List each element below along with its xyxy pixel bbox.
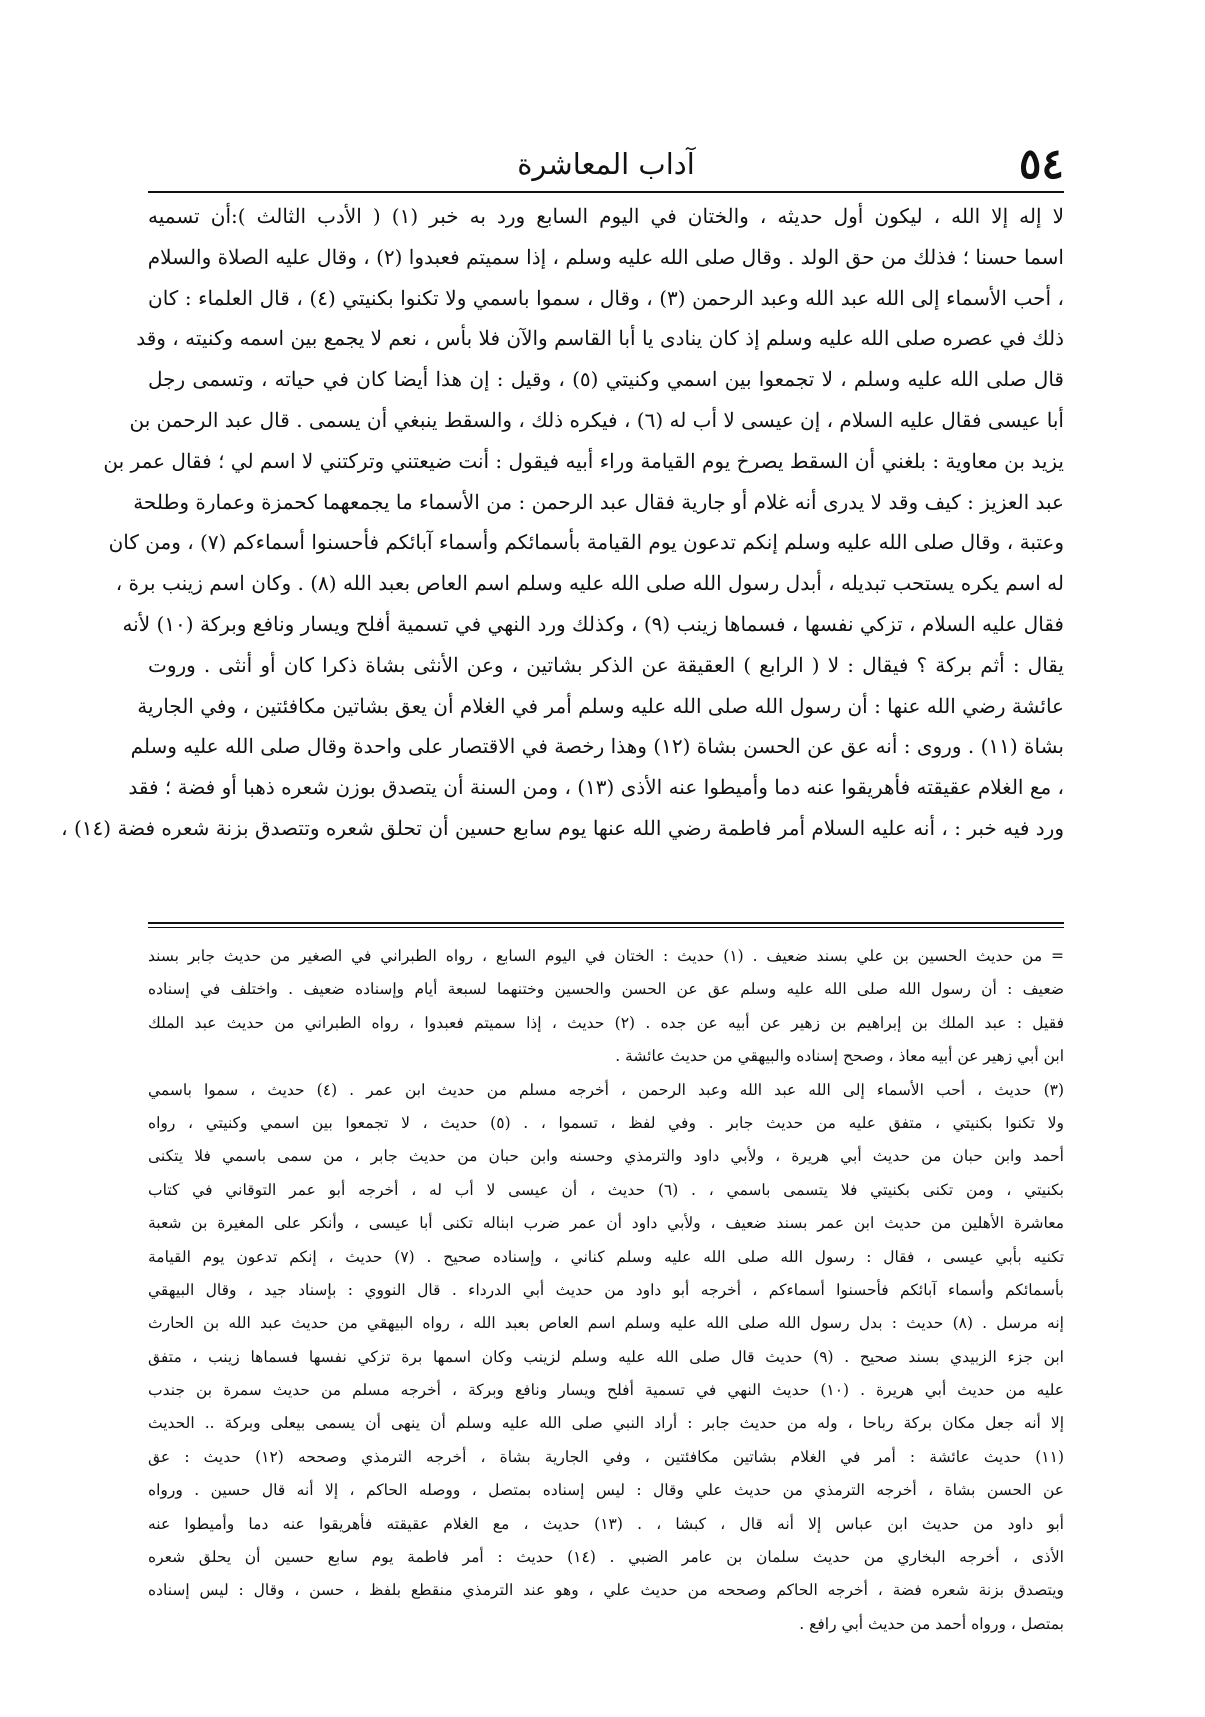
- text-line: ذلك في عصره صلى الله عليه وسلم إذ كان ينادى يا أبا القاسم والآن فلا بأس ، نعم لا يجمع بين اسمه وكنيته ، وقد: [136, 326, 1064, 351]
- text-line: أبا عيسى فقال عليه السلام ، إن عيسى لا أب له (٦) ، فيكره ذلك ، والسقط ينبغي أن يسمى . قال عبد الرحمن بن: [129, 407, 1064, 432]
- footnote-line: ضعيف : أن رسول الله صلى الله عليه وسلم عق عن الحسن والحسين وختنهما لسبعة أيام وإسناده ضعيف . واختلف في إسناده: [148, 980, 1064, 999]
- text-line: بشاة (١١) . وروى : أنه عق عن الحسن بشاة (١٢) وهذا رخصة في الاقتصار على واحدة وقال صلى الله عليه وسلم: [130, 734, 1064, 759]
- footnote-line: ابن جزء الزبيدي بسند صحيح . (٩) حديث قال صلى الله عليه وسلم لزينب وكان اسمها برة تزكي نفسها فسماها زينب ، متفق: [148, 1347, 1064, 1366]
- footnote-line: (١١) حديث عائشة : أمر في الغلام بشاتين مكافئتين ، وفي الجارية بشاة ، أخرجه الترمذي وصححه (١٢) حديث : عق: [148, 1447, 1064, 1466]
- text-line: ، أحب الأسماء إلى الله عبد الله وعبد الرحمن (٣) ، وقال ، سموا باسمي ولا تكنوا بكنيتي (٤) ، قال العلماء : كان: [148, 285, 1064, 310]
- footnote-line: أبو داود من حديث ابن عباس إلا أنه قال ، كبشا ، . (١٣) حديث ، مع الغلام عقيقته فأهريقوا عنه دما وأميطوا عنه: [148, 1514, 1064, 1533]
- footnote-line: بمتصل ، ورواه أحمد من حديث أبي رافع .: [799, 1614, 1064, 1633]
- footnote-rule-thin: [148, 927, 1064, 928]
- text-line: فقال عليه السلام ، تزكي نفسها ، فسماها زينب (٩) ، وكذلك ورد النهي في تسمية أفلح ويسار ونافع وبركة (١٠) لأنه: [122, 611, 1064, 636]
- text-line: ورد فيه خبر : ، أنه عليه السلام أمر فاطمة رضي الله عنها يوم سابع حسين أن تحلق شعره وتتصدق بزنة شعره فضة (١٤) ،: [61, 815, 1064, 840]
- text-line: يقال : أثم بركة ؟ فيقال : لا ( الرابع ) العقيقة عن الذكر بشاتين ، وعن الأنثى بشاة ذكرا كان أو أنثى . وروت: [148, 652, 1064, 677]
- main-text: [61, 196, 1065, 849]
- footnote-line: ولا تكنوا بكنيتي ، متفق عليه من حديث جابر . وفي لفظ ، تسموا ، . (٥) حديث ، لا تجمعوا بين اسمي وكنيتي ، رواه: [148, 1113, 1064, 1132]
- text-line: عائشة رضي الله عنها : أن رسول الله صلى الله عليه وسلم أمر في الغلام أن يعق بشاتين مكافئتين ، وفي الجارية: [137, 693, 1064, 718]
- footnote-line: إلا أنه جعل مكان بركة رباحا ، وله من حديث جابر : أراد النبي صلى الله عليه وسلم أن ينهى أن يسمى بيعلى وبركة .. الحديث: [148, 1414, 1064, 1433]
- footnote-line: أحمد وابن حبان من حديث أبي هريرة ، ولأبي داود والترمذي وحسنه وابن حبان من حديث جابر ، من سمى باسمي فلا يتكنى: [148, 1147, 1064, 1166]
- footnote-line: فقيل : عبد الملك بن إبراهيم بن زهير عن أبيه عن جده . (٢) حديث ، إذا سميتم فعبدوا ، رواه الطبراني من حديث عبد الملك: [148, 1013, 1064, 1032]
- footnote-line: عن الحسن بشاة ، أخرجه الترمذي من حديث علي وقال : ليس إسناده بمتصل ، ووصله الحاكم ، إلا أنه قال حسين . ورواه: [148, 1481, 1064, 1500]
- footnote-line: إنه مرسل . (٨) حديث : بدل رسول الله صلى الله عليه وسلم اسم العاص بعبد الله ، رواه البيهقي من حديث عبد الله بن الحارث: [148, 1314, 1064, 1333]
- text-line: اسما حسنا ؛ فذلك من حق الولد . وقال صلى الله عليه وسلم ، إذا سميتم فعبدوا (٢) ، وقال عليه الصلاة والسلام: [147, 244, 1064, 269]
- footnote-line: الأذى ، أخرجه البخاري من حديث سلمان بن عامر الضبي . (١٤) حديث : أمر فاطمة يوم سابع حسين أن يحلق شعره: [148, 1548, 1064, 1567]
- footnote-line: ابن أبي زهير عن أبيه معاذ ، وصحح إسناده والبيهقي من حديث عائشة .: [615, 1047, 1064, 1066]
- text-line: لا إله إلا الله ، ليكون أول حديثه ، والختان في اليوم السابع ورد به خبر (١) ( الأدب الثالث ):أن تسميه: [148, 204, 1065, 228]
- footnote-line: تكنيه بأبي عيسى ، فقال : رسول الله صلى الله عليه وسلم كناني ، وإسناده صحيح . (٧) حديث ، إنكم تدعون يوم القيامة: [148, 1247, 1065, 1266]
- text-line: ، مع الغلام عقيقته فأهريقوا عنه دما وأميطوا عنه الأذى (١٣) ، ومن السنة أن يتصدق بوزن شعره ذهبا أو فضة ؛ فقد: [128, 775, 1064, 800]
- footnote-line: = من حديث الحسين بن علي بسند ضعيف . (١) حديث : الختان في اليوم السابع ، رواه الطبراني في الصغير من حديث جابر بسند: [148, 947, 1064, 965]
- text-line: وعتبة ، وقال صلى الله عليه وسلم إنكم تدعون يوم القيامة بأسمائكم وأسماء آبائكم فأحسنوا أسماءكم (٧) ، ومن كان: [108, 530, 1064, 555]
- footnote-line: بأسمائكم وأسماء آبائكم فأحسنوا أسماءكم ، أخرجه أبو داود من حديث أبي الدرداء . قال النووي : بإسناد جيد ، وقال البيهقي: [148, 1280, 1064, 1299]
- text-line: قال صلى الله عليه وسلم ، لا تجمعوا بين اسمي وكنيتي (٥) ، وقيل : إن هذا أيضا كان في حياته ، وتسمى رجل: [148, 367, 1064, 392]
- footnote-rule-thick: [148, 922, 1064, 924]
- page-header: [148, 140, 1064, 188]
- footnote-line: ويتصدق بزنة شعره فضة ، أخرجه الحاكم وصححه من حديث علي ، وهو عند الترمذي منقطع بلفظ ، حسن ، وقال : ليس إسناده: [148, 1581, 1064, 1600]
- header-rule: [148, 191, 1064, 193]
- text-line: عبد العزيز : كيف وقد لا يدرى أنه غلام أو جارية فقال عبد الرحمن : من الأسماء ما يجمعهما كحمزة وعمارة وطلحة: [133, 489, 1064, 514]
- text-line: له اسم يكره يستحب تبديله ، أبدل رسول الله صلى الله عليه وسلم اسم العاص بعبد الله (٨) . وكان اسم زينب برة ،: [115, 571, 1064, 596]
- page-number: ٥٤: [1018, 139, 1064, 188]
- footnotes: [148, 940, 1064, 1641]
- footnote-line: معاشرة الأهلين من حديث ابن عمر بسند ضعيف ، ولأبي داود أن عمر ضرب ابناله تكنى أبا عيسى ، وأنكر على المغيرة بن شعبة: [148, 1214, 1064, 1233]
- footnote-line: عليه من حديث أبي هريرة . (١٠) حديث النهي في تسمية أفلح ويسار ونافع وبركة ، أخرجه مسلم من حديث سمرة بن جندب: [148, 1381, 1064, 1400]
- text-line: يزيد بن معاوية : بلغني أن السقط يصرخ يوم القيامة وراء أبيه فيقول : أنت ضيعتني وتركتني لا اسم لي ؛ فقال عمر بن: [103, 448, 1064, 473]
- running-title: آداب المعاشرة: [517, 147, 695, 181]
- footnote-line: بكنيتي ، ومن تكنى بكنيتي فلا يتسمى باسمي ، . (٦) حديث ، أن عيسى لا أب له ، أخرجه أبو عمر التوقاني في كتاب: [148, 1180, 1064, 1199]
- footnote-line: (٣) حديث ، أحب الأسماء إلى الله عبد الله وعبد الرحمن ، أخرجه مسلم من حديث ابن عمر . (٤) حديث ، سموا باسمي: [148, 1080, 1065, 1099]
